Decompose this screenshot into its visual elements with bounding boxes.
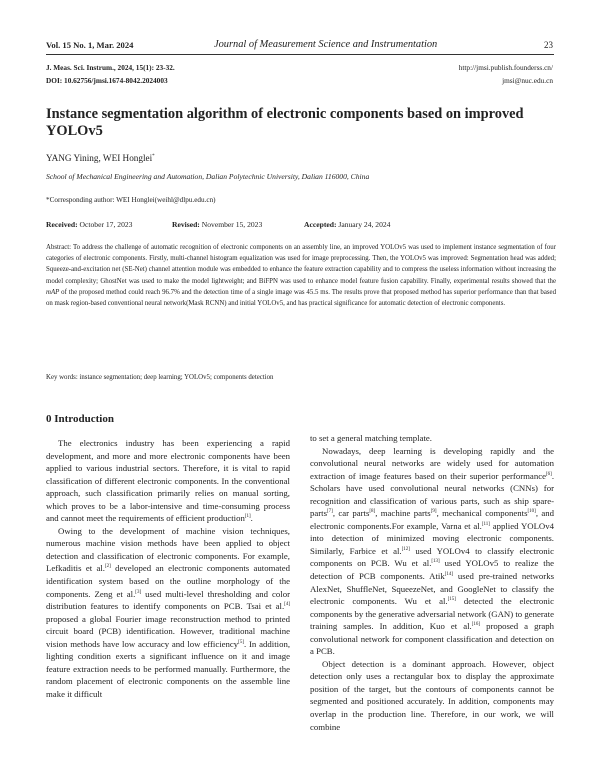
paragraph: The electronics industry has been experiencing a rapid development, and more and more electronic components have been applied to various industrial sectors. Therefore, it is vital to rapid classification of different electronic components. In the conventional approach, such classification primarily relies on manual sorting, which proves to be a labor-intensive and time-consuming process and cannot meet the requirements of efficient production[1]. xyxy=(46,438,290,524)
page-number: 23 xyxy=(544,40,553,50)
running-header-volume: Vol. 15 No. 1, Mar. 2024 xyxy=(46,40,134,50)
paragraph: to set a general matching template. xyxy=(310,433,432,443)
accepted-date: Accepted: January 24, 2024 xyxy=(304,220,391,229)
affiliation: School of Mechanical Engineering and Automation, Dalian Polytechnic University, Dalian 116000, China xyxy=(46,172,370,181)
paragraph: Owing to the development of machine vision techniques, numerous machine vision methods have been applied to object detection and classification of electronic components. For example, Lefkaditis et al.[2] developed an electronic components automated identification system based on the outline morphology of the components. Zeng et al.[3] used multi-level thresholding and color distribution features to identify components on PCB. Tsai et al.[4] proposed a global Fourier image reconstruction method to printed circuit board (PCB) identification. However, traditional machine vision methods have low accuracy and low efficiency[5]. In addition, lighting condition exerts a significant influence on it and image feature extraction needs to be performed manually. Furthermore, the random placement of electronic components on the assemble line make it difficult xyxy=(46,525,291,699)
journal-url[interactable]: http://jmsi.publish.founderss.cn/ xyxy=(458,63,553,72)
body-column-right xyxy=(310,432,554,733)
paragraph: Object detection is a dominant approach. However, object detection only uses a rectangular box to display the approximate position of the target, but the contours of components cannot be segmented and positioned accurately. In addition, components may overlap in the production line. Therefore, in our work, we will combine xyxy=(310,658,554,732)
paragraph: Nowadays, deep learning is developing rapidly and the convolutional neural networks are widely used for automation extraction of image features based on their superior performance[6]. Scholars have used convolutional neural networks (CNNs) for recognition and classification of various parts, such as ship spare-parts[7], car parts[8], machine parts[9], mechanical components[10], and electronic components.For example, Varna et al.[11] applied YOLOv4 into detection of minimized moving electronic components. Similarly, Farbice et al.[12] used YOLOv4 to classify electronic components on PCB. Wu et al.[13] used YOLOv5 to realize the detection of PCB components. Atik[14] used pre-trained networks AlexNet, ShuffleNet, SqueezeNet, and GoogleNet to classify the electronic components. Wu et al.[15] detected the electronic components by the generative adversarial network (GAN) to generate training samples. In addition, Kuo et al.[16] proposed a graph convolutional network for component classification and detection on a PCB. xyxy=(310,445,555,657)
received-date: Received: October 17, 2023 xyxy=(46,220,133,229)
revised-date: Revised: November 15, 2023 xyxy=(172,220,263,229)
corresponding-author: *Corresponding author: WEI Honglei(weihl@dlpu.edu.cn) xyxy=(46,196,216,204)
abstract-label: Abstract: xyxy=(46,244,72,251)
header-rule xyxy=(46,54,554,55)
citation-line: J. Meas. Sci. Instrum., 2024, 15(1): 23-32. xyxy=(46,63,175,72)
running-header-journal: Journal of Measurement Science and Instrumentation xyxy=(214,39,438,50)
keywords: Key words: instance segmentation; deep learning; YOLOv5; components detection xyxy=(46,374,274,381)
section-heading: 0 Introduction xyxy=(46,413,114,425)
abstract: Abstract: To address the challenge of automatic recognition of electronic components on an assembly line, an improved YOLOv5 was used to implement instance segmentation of four categories of electronic components. Firstly, multi-channel histogram equalization was used for image preprocessing. Then, the YOLOv5 was improved: Segmentation head was added; Squeeze-and-excitation net (SE-Net) channel attention module was embedded to enhance the feature extraction capability and to compress the useless information without increasing the model complexity; GhostNet was used to make the model lightweight; and BiFPN was used to enhance model feature fusion capability. Finally, experimental results showed that the mAP of the proposed method could reach 96.7% and the detection time of a single image was 45.5 ms. The results prove that proposed method has superior performance than that based on mask region-based conventional neural network(Mask RCNN) and initial YOLOv5, and has practical significance for automatic detection of electronic components. xyxy=(46,244,556,308)
body-column-left xyxy=(46,437,290,700)
journal-email[interactable]: jmsi@nuc.edu.cn xyxy=(502,76,553,85)
doi-line: DOI: 10.62756/jmsi.1674-8042.2024003 xyxy=(46,76,168,85)
author-list: YANG Yining, WEI Honglei* xyxy=(46,153,155,163)
paper-title: Instance segmentation algorithm of electronic components based on improved YOLOv5 xyxy=(46,106,524,139)
